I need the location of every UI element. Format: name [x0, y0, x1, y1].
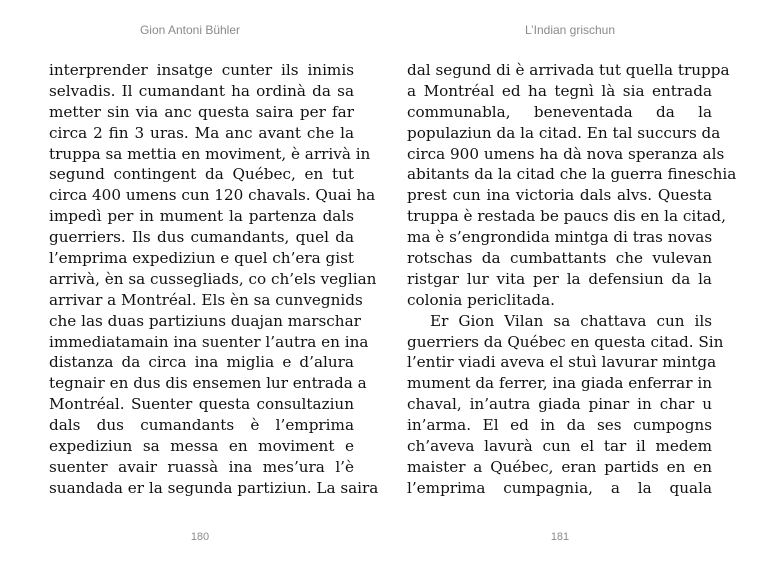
text-line: ristgar lur vita per la defensiun da la: [407, 269, 712, 288]
text-line: rotschas da cumbattants che vulevan: [407, 249, 712, 268]
text-line: populaziun da la citad. En tal succurs da: [407, 123, 721, 142]
text-line: che las duas partiziuns duajan marschar: [49, 311, 361, 330]
text-line: abitants da la citad che la guerra fineschia: [407, 165, 737, 184]
text-line: l’entir viadi aveva el stuì lavurar mintga: [407, 353, 717, 372]
text-line: l’emprima expediziun e quel ch’era gist: [49, 249, 355, 268]
text-line: interprender insatge cunter ils inimis: [49, 61, 354, 79]
text-line: arrivà, èn sa cussegliads, co ch’els veglian: [49, 269, 377, 288]
text-line: segund contingent da Québec, en tut: [49, 165, 354, 184]
text-line: a Montréal ed ha tegnì là sia entrada: [407, 81, 712, 100]
text-line: truppa è restada be paucs dis en la citad,: [407, 207, 726, 226]
right-page: [380, 0, 760, 570]
text-line: selvadis. Il cumandant ha ordinà da sa: [49, 81, 354, 100]
running-head-title: L’Indian grischun: [524, 23, 616, 37]
page-number: 180: [190, 531, 210, 543]
text-line: ma è s’engrondida mintga di tras novas: [407, 228, 713, 247]
text-line: guerriers da Québec en questa citad. Sin: [407, 332, 724, 351]
text-line: circa 2 fin 3 uras. Ma anc avant che la: [49, 123, 354, 142]
text-line: Montréal. Suenter questa consultaziun: [49, 395, 354, 414]
text-line: tegnair en dus dis ensemen lur entrada a: [49, 374, 367, 393]
text-line: communabla, beneventada da la: [407, 102, 712, 121]
text-line: prest cun ina victoria dals alvs. Questa: [407, 186, 712, 205]
text-line: colonia periclitada.: [407, 290, 555, 309]
text-line: impedì per in mument la partenza dals: [49, 207, 354, 226]
text-line: truppa sa mettia en moviment, è arrivà in: [49, 144, 371, 163]
text-line: mument da ferrer, ina giada enferrar in: [407, 374, 712, 393]
text-line: circa 400 umens cun 120 chavals. Quai ha: [49, 186, 376, 205]
left-page-body: [49, 60, 379, 499]
right-page-body: [407, 60, 737, 499]
text-line: circa 900 umens ha dà nova speranza als: [407, 144, 725, 163]
text-line: chaval, in’autra giada pinar in char u: [407, 395, 712, 414]
running-head-author: Gion Antoni Bühler: [139, 23, 241, 37]
text-line: suenter avair ruassà ina mes’ura l’è: [49, 457, 354, 476]
paragraph-first-line: Er Gion Vilan sa chattava cun ils: [430, 311, 712, 330]
text-line: suandada er la segunda partiziun. La saira: [49, 478, 379, 497]
text-line: guerriers. Ils dus cumandants, quel da: [49, 228, 354, 247]
page-number: 181: [550, 531, 570, 543]
text-line: distanza da circa ina miglia e d’alura: [49, 353, 354, 372]
text-line: ch’aveva lavurà cun el tar il medem: [407, 437, 712, 456]
text-line: in’arma. El ed in da ses cumpogns: [407, 416, 712, 435]
text-line: metter sin via anc questa saira per far: [49, 102, 354, 121]
text-line: maister a Québec, eran partids en en: [407, 457, 712, 476]
text-line: expediziun sa messa en moviment e: [49, 437, 354, 456]
text-line: arrivar a Montréal. Els èn sa cunvegnids: [49, 290, 363, 309]
text-line: l’emprima cumpagnia, a la quala: [407, 478, 712, 497]
text-line: immediatamain ina suenter l’autra en ina: [49, 332, 369, 351]
text-line: dals dus cumandants è l’emprima: [49, 416, 354, 435]
text-line: dal segund di è arrivada tut quella truppa: [407, 61, 730, 79]
